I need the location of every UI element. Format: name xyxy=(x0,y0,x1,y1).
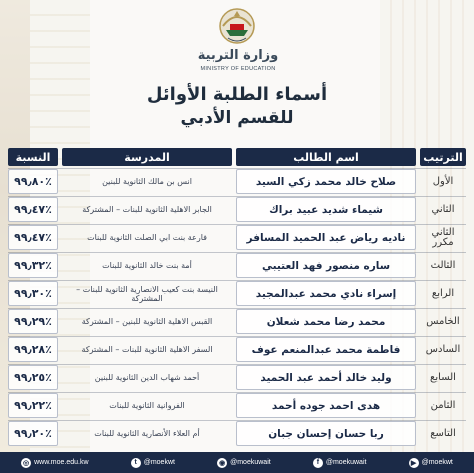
student-name-cell: هدى احمد جوده أحمد xyxy=(236,393,416,418)
school-cell: الجابر الاهلية الثانوية للبنات – المشتركة xyxy=(82,205,212,214)
rank-cell: الأول xyxy=(432,175,454,187)
student-name-cell: ربا حسان إحسان جبان xyxy=(236,421,416,446)
twitter-link[interactable] xyxy=(131,458,175,468)
table-row xyxy=(8,336,466,362)
school-cell: انس بن مالك الثانوية للبنين xyxy=(102,177,192,186)
rank-cell: الرابع xyxy=(431,287,455,299)
school-cell: السفر الاهلية الثانوية للبنات – المشتركة xyxy=(81,345,213,354)
school-cell: الفروانية الثانوية للبنات xyxy=(109,401,185,410)
table-header xyxy=(8,148,466,166)
rank-cell: السابع xyxy=(430,371,456,383)
percent-cell: ٪٩٩٫٢٥ xyxy=(8,365,58,390)
table-row xyxy=(8,420,466,446)
table-row xyxy=(8,252,466,278)
student-name-cell: وليد خالد أحمد عبد الحميد xyxy=(236,365,416,390)
rank-cell: الثامن xyxy=(430,399,456,411)
percent-cell: ٪٩٩٫٣٠ xyxy=(8,281,58,306)
kuwait-emblem-logo xyxy=(214,6,260,48)
twitter-handle: @moekwt xyxy=(143,459,175,466)
rank-cell: الثاني مكرر xyxy=(431,226,455,248)
instagram-link[interactable] xyxy=(217,458,271,468)
percent-cell: ٪٩٩٫٢٩ xyxy=(8,309,58,334)
school-cell: أمة بنت خالد الثانوية للبنات xyxy=(102,261,192,270)
student-name-cell: ساره منصور فهد العتيبي xyxy=(236,253,416,278)
school-cell: أحمد شهاب الدين الثانوية للبنين xyxy=(94,373,200,382)
percent-cell: ٪٩٩٫٣٢ xyxy=(8,253,58,278)
youtube-link[interactable] xyxy=(409,458,453,468)
instagram-icon: ◉ xyxy=(219,459,226,467)
website-link[interactable] xyxy=(21,458,88,468)
footer-social-bar xyxy=(0,452,474,473)
percent-cell: ٪٩٩٫٤٧ xyxy=(8,197,58,222)
table-row xyxy=(8,308,466,334)
twitter-icon: t xyxy=(131,458,141,468)
facebook-link[interactable] xyxy=(313,458,367,468)
column-header-percent: النسبة xyxy=(8,148,58,166)
globe-icon: ◎ xyxy=(23,459,30,467)
youtube-handle: @moekwt xyxy=(421,459,453,466)
page-title: أسماء الطلبة الأوائل xyxy=(146,84,328,105)
percent-cell: ٪٩٩٫٢٨ xyxy=(8,337,58,362)
page-subtitle: للقسم الأدبي xyxy=(180,108,294,128)
percent-cell: ٪٩٩٫٤٧ xyxy=(8,225,58,250)
rank-cell: الثالث xyxy=(430,259,456,271)
rank-cell: الخامس xyxy=(426,315,460,327)
percent-cell: ٪٩٩٫٢٠ xyxy=(8,421,58,446)
percent-cell: ٪٩٩٫٨٠ xyxy=(8,169,58,194)
rank-cell: التاسع xyxy=(430,427,456,439)
school-cell: فارعة بنت ابي الصلت الثانوية للبنات xyxy=(87,233,207,242)
youtube-icon: ▶ xyxy=(409,458,419,468)
table-row xyxy=(8,224,466,250)
table-row xyxy=(8,364,466,390)
facebook-icon: f xyxy=(313,458,323,468)
student-name-cell: شيماء شديد عبيد براك xyxy=(236,197,416,222)
school-cell: القبس الاهلية الثانوية للبنين – المشتركة xyxy=(81,317,213,326)
column-header-name: اسم الطالب xyxy=(236,148,416,166)
ministry-name-english: MINISTRY OF EDUCATION xyxy=(200,66,276,72)
student-name-cell: فاطمة محمد عبدالمنعم عوف xyxy=(236,337,416,362)
table-row xyxy=(8,392,466,418)
results-table xyxy=(8,148,466,446)
column-header-school: المدرسة xyxy=(62,148,232,166)
student-name-cell: صلاح خالد محمد زكي السيد xyxy=(236,169,416,194)
website-text: www.moe.edu.kw xyxy=(34,459,89,466)
facebook-handle: @moekuwait xyxy=(325,459,367,466)
table-row xyxy=(8,280,466,306)
rank-cell: السادس xyxy=(425,343,461,355)
percent-cell: ٪٩٩٫٢٢ xyxy=(8,393,58,418)
table-row xyxy=(8,196,466,222)
student-name-cell: ناديه رياض عبد الحميد المسافر xyxy=(236,225,416,250)
table-row xyxy=(8,168,466,194)
instagram-handle: @moekuwait xyxy=(230,459,271,466)
column-header-rank: الترتيب xyxy=(420,148,466,166)
student-name-cell: محمد رضا محمد شعلان xyxy=(236,309,416,334)
student-name-cell: إسراء نادي محمد عبدالمجيد xyxy=(236,281,416,306)
school-cell: النيسة بنت كعيب الانصارية الثانوية للبنات – المشتركة xyxy=(76,284,218,303)
ministry-name-arabic: وزارة التربية xyxy=(197,48,279,63)
school-cell: أم العلاء الأنصارية الثانوية للبنات xyxy=(94,429,200,438)
rank-cell: الثاني xyxy=(431,203,455,215)
